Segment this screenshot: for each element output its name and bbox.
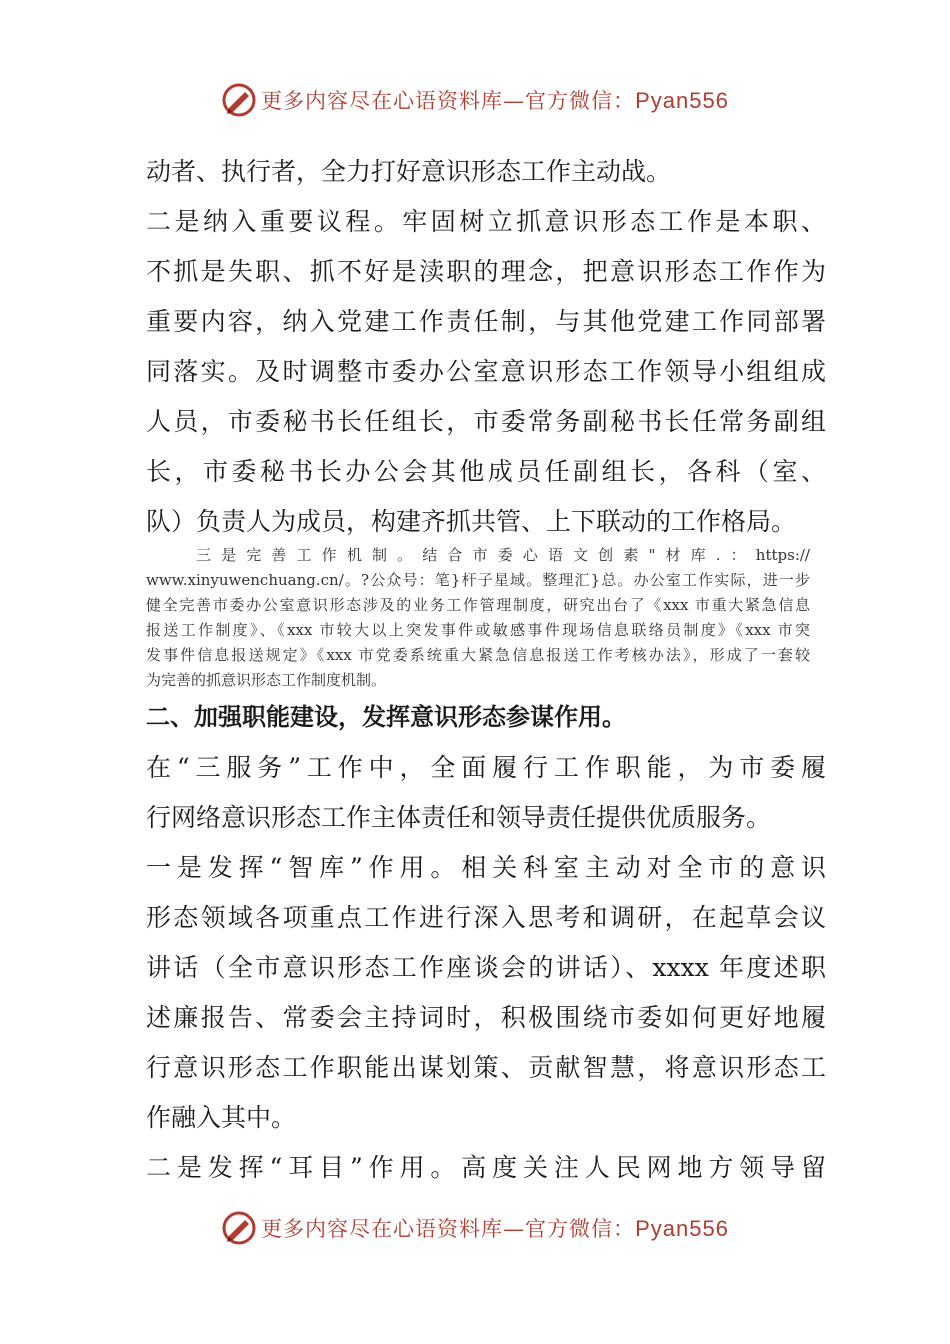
pen-logo-icon [221, 1210, 257, 1246]
wechat-account: Pyan556 [635, 88, 729, 113]
text-line: 同落实。及时调整市委办公室意识形态工作领导小组组成 [146, 357, 826, 386]
small-text-line: 为完善的抓意识形态工作制度机制。 [146, 671, 387, 689]
small-text-line: 健全完善市委办公室意识形态涉及的业务工作管理制度，研究出台了《xxx 市重大紧急信息 [146, 596, 810, 614]
text-line: 动者、执行者，全力打好意识形态工作主动战。 [146, 157, 672, 186]
text-line: 述廉报告、常委会主持词时，积极围绕市委如何更好地履 [146, 1003, 826, 1032]
banner-label: 更多内容尽在心语资料库—官方微信： [261, 89, 636, 113]
small-text-line: 发事件信息报送规定》《xxx 市党委系统重大紧急信息报送工作考核办法》，形成了一套较 [146, 646, 810, 664]
text-line: 形态领域各项重点工作进行深入思考和调研，在起草会议 [146, 903, 826, 932]
header-banner [0, 80, 950, 120]
small-text-line: www.xinyuwenchuang.cn/。?公众号：笔}杆子星域。整理汇}总。办公室工作实际，进一步 [146, 571, 810, 589]
small-text-line: 报送工作制度》、《xxx 市较大以上突发事件或敏感事件现场信息联络员制度》《xxx 市突 [146, 621, 810, 639]
pen-logo-icon [221, 82, 257, 118]
text-line: 二是纳入重要议程。牢固树立抓意识形态工作是本职、 [146, 207, 826, 236]
banner-text [261, 85, 729, 115]
text-line: 不抓是失职、抓不好是渎职的理念，把意识形态工作作为 [146, 257, 826, 286]
small-text-line: 三是完善工作机制。结合市委心语文创素"材库.：https:// [196, 546, 810, 564]
text-line: 讲话（全市意识形态工作座谈会的讲话）、xxxx 年度述职 [146, 953, 826, 982]
text-line: 行网络意识形态工作主体责任和领导责任提供优质服务。 [146, 803, 772, 832]
text-line: 二是发挥“耳目”作用。高度关注人民网地方领导留 [146, 1153, 826, 1182]
text-line: 一是发挥“智库”作用。相关科室主动对全市的意识 [146, 853, 826, 882]
text-line: 在“三服务”工作中，全面履行工作职能，为市委履 [146, 753, 826, 782]
text-line: 作融入其中。 [146, 1103, 297, 1132]
text-line: 人员，市委秘书长任组长，市委常务副秘书长任常务副组 [146, 407, 826, 436]
banner-text [261, 1213, 729, 1243]
text-line: 行意识形态工作职能出谋划策、贡献智慧，将意识形态工 [146, 1053, 826, 1082]
banner-label: 更多内容尽在心语资料库—官方微信： [261, 1217, 636, 1241]
text-line: 长，市委秘书长办公会其他成员任副组长，各科（室、 [146, 457, 826, 486]
text-line: 队）负责人为成员，构建齐抓共管、上下联动的工作格局。 [146, 507, 797, 536]
wechat-account: Pyan556 [635, 1216, 729, 1241]
footer-banner [0, 1208, 950, 1248]
section-heading: 二、加强职能建设，发挥意识形态参谋作用。 [146, 703, 626, 731]
text-line: 重要内容，纳入党建工作责任制，与其他党建工作同部署 [146, 307, 826, 336]
